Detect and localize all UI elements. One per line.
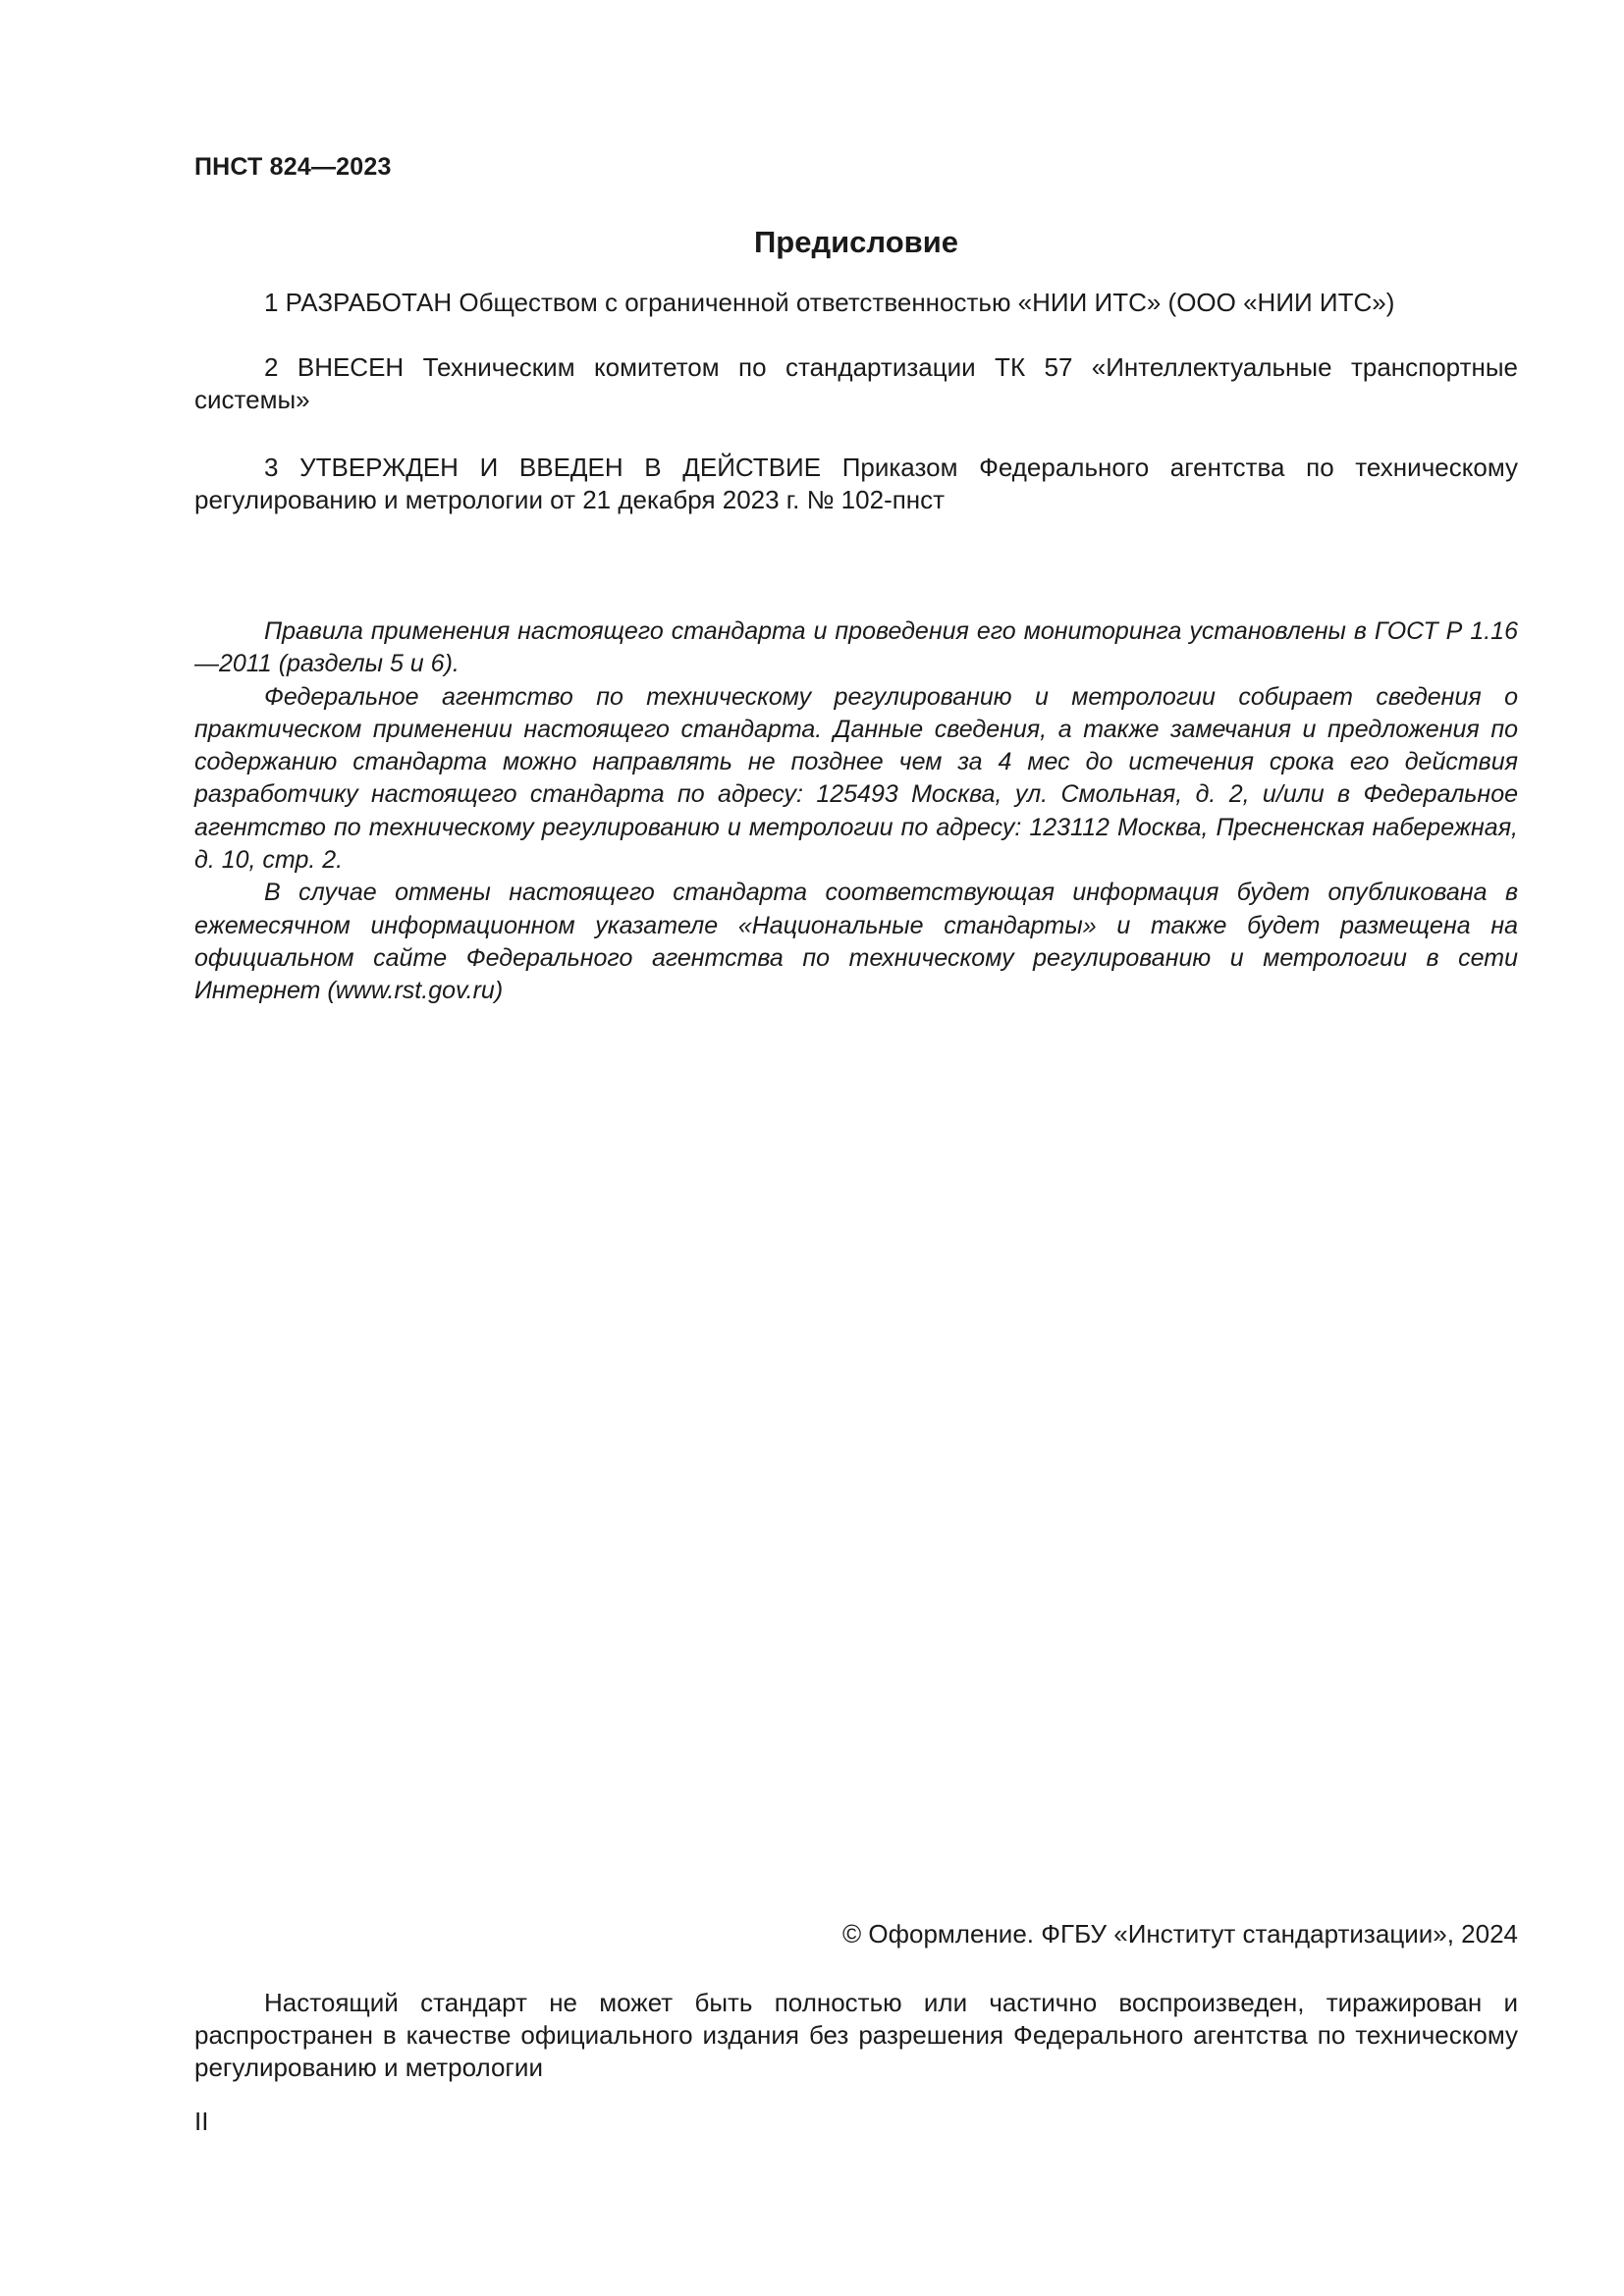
copyright-line: © Оформление. ФГБУ «Институт стандартизации», 2024 — [842, 1919, 1518, 1949]
preface-item-approved: 3 УТВЕРЖДЕН И ВВЕДЕН В ДЕЙСТВИЕ Приказом Федерального агентства по техническому регулированию и метрологии от 21 декабря 2023 г. № 102-пнст — [194, 453, 1518, 514]
rules-paragraph-cancellation: В случае отмены настоящего стандарта соответствующая информация будет опубликована в ежемесячном информационном указателе «Национальные стандарты» и также будет размещена на официальном сайте Федерального агентства по техническому регулированию и метрологии в сети Интернет (www.rst.gov.ru) — [194, 879, 1518, 1005]
preface-item-developed: 1 РАЗРАБОТАН Обществом с ограниченной ответственностью «НИИ ИТС» (ООО «НИИ ИТС») — [264, 288, 1395, 317]
rules-paragraph-application: Правила применения настоящего стандарта и проведения его мониторинга установлены в ГОСТ Р 1.16—2011 (разделы 5 и 6). — [194, 617, 1518, 678]
preface-item-introduced: 2 ВНЕСЕН Техническим комитетом по стандартизации ТК 57 «Интеллектуальные транспортные системы» — [194, 352, 1518, 414]
preface-title: Предисловие — [753, 225, 958, 259]
page-number: II — [194, 2107, 209, 2136]
reproduction-notice: Настоящий стандарт не может быть полностью или частично воспроизведен, тиражирован и распространен в качестве официального издания без разрешения Федерального агентства по техническому регулированию и метрологии — [194, 1988, 1518, 2082]
rules-block — [194, 615, 1518, 1008]
rules-paragraph-feedback: Федеральное агентство по техническому регулированию и метрологии собирает сведения о практическом применении настоящего стандарта. Данные сведения, а также замечания и предложения по содержанию стандарта можно направлять не позднее чем за 4 мес до истечения срока его действия разработчику настоящего стандарта по адресу: 125493 Москва, ул. Смольная, д. 2, и/или в Федеральное агентство по техническому регулированию и метрологии по адресу: 123112 Москва, Пресненская набережная, д. 10, стр. 2. — [194, 682, 1518, 875]
document-code: ПНСТ 824—2023 — [194, 153, 392, 181]
